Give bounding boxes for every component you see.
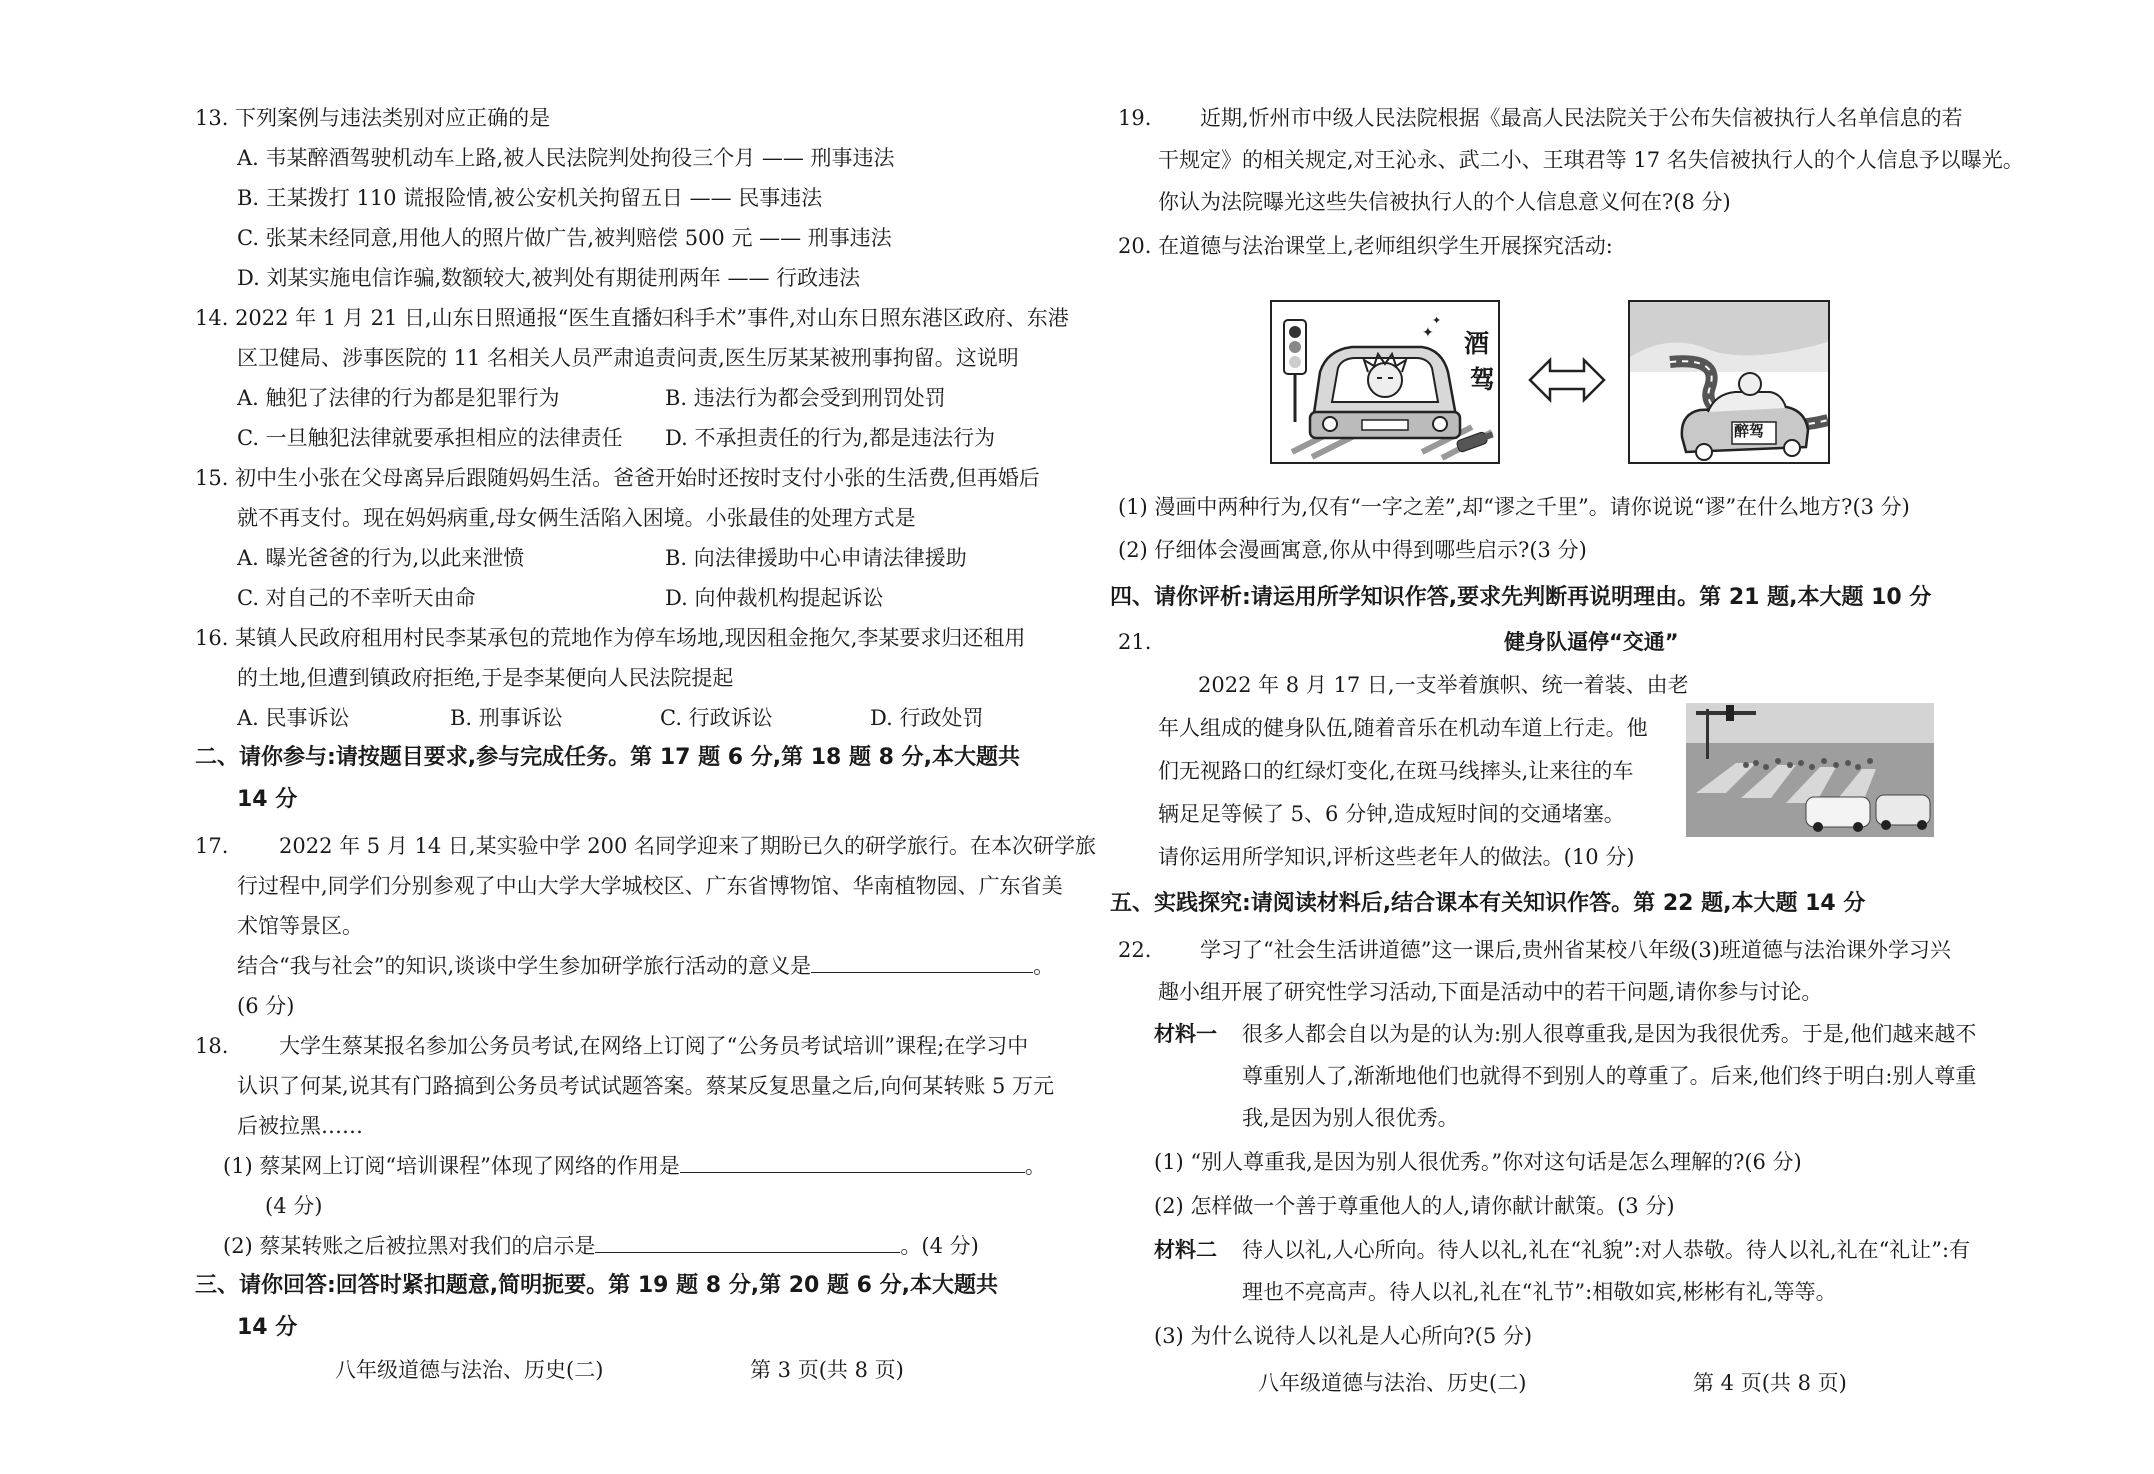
q21-traffic-photo-drawing xyxy=(1686,703,1934,837)
left-page xyxy=(195,0,1097,1474)
section-4-heading: 四、请你评析:请运用所学知识作答,要求先判断再说明理由。第 21 题,本大题 10 分 xyxy=(1110,585,1932,610)
q19-line2: 干规定》的相关规定,对王沁永、武二小、王琪君等 17 名失信被执行人的个人信息予以曝光。 xyxy=(1158,148,2024,172)
q14-option-b: B. 违法行为都会受到刑罚处罚 xyxy=(665,386,946,410)
q18-part2-text: (2) 蔡某转账之后被拉黑对我们的启示是 xyxy=(223,1234,596,1258)
q15-option-d: D. 向仲裁机构提起诉讼 xyxy=(665,586,884,610)
material-2-line1: 待人以礼,人心所向。待人以礼,礼在“礼貌”:对人恭敬。待人以礼,礼在“礼让”:有 xyxy=(1242,1238,1971,1262)
footer-page-number: 第 3 页(共 8 页) xyxy=(750,1358,904,1382)
cartoon-drunk-crash-drawing xyxy=(1630,302,1828,462)
material-2-label: 材料二 xyxy=(1154,1238,1217,1262)
section-2-heading: 二、请你参与:请按题目要求,参与完成任务。第 17 题 6 分,第 18 题 8 分,本大题共 xyxy=(195,745,1020,770)
q19-line1: 近期,忻州市中级人民法院根据《最高人民法院关于公布失信被执行人名单信息的若 xyxy=(1200,106,1963,130)
q18-line2: 认识了何某,说其有门路搞到公务员考试试题答案。蔡某反复思量之后,向何某转账 5 万元 xyxy=(237,1074,1055,1098)
q17-answer-blank[interactable] xyxy=(811,952,1033,973)
q14-stem-line2: 区卫健局、涉事医院的 11 名相关人员严肃追责问责,医生厉某某被刑事拘留。这说明 xyxy=(237,346,1019,370)
cartoon-label-jia: 驾 xyxy=(1470,365,1496,394)
section-3-heading: 三、请你回答:回答时紧扣题意,简明扼要。第 19 题 8 分,第 20 题 6 分,本大题共 xyxy=(195,1273,998,1298)
q15-stem-line1: 15. 初中生小张在父母离异后跟随妈妈生活。爸爸开始时还按时支付小张的生活费,但再婚后 xyxy=(195,466,1040,490)
q18-part2 xyxy=(223,1231,979,1261)
q17-line2: 行过程中,同学们分别参观了中山大学大学城校区、广东省博物馆、华南植物园、广东省美 xyxy=(237,874,1063,898)
q21-line1: 2022 年 8 月 17 日,一支举着旗帜、统一着装、由老 xyxy=(1198,673,1689,697)
q14-stem-line1: 14. 2022 年 1 月 21 日,山东日照通报“医生直播妇科手术”事件,对山东日照东港区政府、东港 xyxy=(195,306,1069,330)
q18-part1 xyxy=(223,1151,1046,1181)
q22-number: 22. xyxy=(1118,938,1152,962)
cartoon-drunk-crash xyxy=(1628,300,1830,464)
q22-part3: (3) 为什么说待人以礼是人心所向?(5 分) xyxy=(1154,1324,1533,1348)
q17-prompt-end: 。 xyxy=(1033,954,1055,978)
material-1-line3: 我,是因为别人很优秀。 xyxy=(1242,1106,1459,1130)
material-1-line2: 尊重别人了,渐渐地他们也就得不到别人的尊重了。后来,他们终于明白:别人尊重 xyxy=(1242,1064,1977,1088)
q16-stem-line2: 的土地,但遭到镇政府拒绝,于是李某便向人民法院提起 xyxy=(237,666,734,690)
section-2-heading-cont: 14 分 xyxy=(237,787,298,812)
cartoon-label-zuijia: 醉驾 xyxy=(1734,422,1765,440)
q17-score: (6 分) xyxy=(237,994,295,1018)
q15-option-a: A. 曝光爸爸的行为,以此来泄愤 xyxy=(237,546,525,570)
q21-question: 请你运用所学知识,评析这些老年人的做法。(10 分) xyxy=(1158,845,1635,869)
q13-option-d: D. 刘某实施电信诈骗,数额较大,被判处有期徒刑两年 —— 行政违法 xyxy=(237,266,861,290)
q14-option-d: D. 不承担责任的行为,都是违法行为 xyxy=(665,426,996,450)
q13-stem: 13. 下列案例与违法类别对应正确的是 xyxy=(195,106,551,130)
q15-option-b: B. 向法律援助中心申请法律援助 xyxy=(665,546,967,570)
q17-prompt xyxy=(237,951,1054,981)
q17-prompt-text: 结合“我与社会”的知识,谈谈中学生参加研学旅行活动的意义是 xyxy=(237,954,812,978)
q18-line1: 大学生蔡某报名参加公务员考试,在网络上订阅了“公务员考试培训”课程;在学习中 xyxy=(279,1034,1029,1058)
q22-line2: 趣小组开展了研究性学习活动,下面是活动中的若干问题,请你参与讨论。 xyxy=(1158,980,1823,1004)
q22-line1: 学习了“社会生活讲道德”这一课后,贵州省某校八年级(3)班道德与法治课外学习兴 xyxy=(1200,938,1951,962)
double-arrow-icon xyxy=(1528,355,1606,405)
material-1-label: 材料一 xyxy=(1154,1022,1217,1046)
q18-number: 18. xyxy=(195,1034,229,1058)
cartoon-drunk-driving xyxy=(1270,300,1500,464)
q13-option-a: A. 韦某醉酒驾驶机动车上路,被人民法院判处拘役三个月 —— 刑事违法 xyxy=(237,146,895,170)
q17-number: 17. xyxy=(195,834,229,858)
q16-option-c: C. 行政诉讼 xyxy=(660,706,773,730)
q18-part1-text: (1) 蔡某网上订阅“培训课程”体现了网络的作用是 xyxy=(223,1154,680,1178)
q22-part1: (1) “别人尊重我,是因为别人很优秀。”你对这句话是怎么理解的?(6 分) xyxy=(1154,1150,1802,1174)
q21-number: 21. xyxy=(1118,630,1152,654)
q16-option-b: B. 刑事诉讼 xyxy=(450,706,563,730)
q15-stem-line2: 就不再支付。现在妈妈病重,母女俩生活陷入困境。小张最佳的处理方式是 xyxy=(237,506,916,530)
q21-line3: 们无视路口的红绿灯变化,在斑马线摔头,让来往的车 xyxy=(1158,759,1634,783)
q17-line1: 2022 年 5 月 14 日,某实验中学 200 名同学迎来了期盼已久的研学旅行。在本次研学旅 xyxy=(279,834,1097,858)
q16-option-d: D. 行政处罚 xyxy=(870,706,984,730)
q19-number: 19. xyxy=(1118,106,1152,130)
q20-part2: (2) 仔细体会漫画寓意,你从中得到哪些启示?(3 分) xyxy=(1118,538,1587,562)
q19-line3: 你认为法院曝光这些失信被执行人的个人信息意义何在?(8 分) xyxy=(1158,190,1731,214)
q14-option-c: C. 一旦触犯法律就要承担相应的法律责任 xyxy=(237,426,623,450)
q21-line2: 年人组成的健身队伍,随着音乐在机动车道上行走。他 xyxy=(1158,716,1648,740)
svg-text:✦: ✦ xyxy=(1422,325,1434,341)
footer-subject: 八年级道德与法治、历史(二) xyxy=(1258,1371,1527,1395)
q14-option-a: A. 触犯了法律的行为都是犯罪行为 xyxy=(237,386,560,410)
q20-part1: (1) 漫画中两种行为,仅有“一字之差”,却“谬之千里”。请你说说“谬”在什么地方?(3 分) xyxy=(1118,495,1910,519)
footer-subject: 八年级道德与法治、历史(二) xyxy=(335,1358,604,1382)
cartoon-drunk-driving-drawing xyxy=(1272,302,1498,462)
q21-traffic-photo xyxy=(1686,703,1934,837)
right-page xyxy=(1110,0,2024,1474)
q13-option-c: C. 张某未经同意,用他人的照片做广告,被判赔偿 500 元 —— 刑事违法 xyxy=(237,226,892,250)
q16-stem-line1: 16. 某镇人民政府租用村民李某承包的荒地作为停车场地,现因租金拖欠,李某要求归还租用 xyxy=(195,626,1026,650)
section-5-heading: 五、实践探究:请阅读材料后,结合课本有关知识作答。第 22 题,本大题 14 分 xyxy=(1110,891,1866,916)
q18-part1-blank[interactable] xyxy=(680,1152,1025,1173)
cartoon-label-jiu: 酒 xyxy=(1464,329,1490,358)
q21-title: 健身队逼停“交通” xyxy=(1504,630,1679,654)
q20-stem: 20. 在道德与法治课堂上,老师组织学生开展探究活动: xyxy=(1118,234,1613,258)
q18-part1-score: (4 分) xyxy=(265,1194,323,1218)
svg-text:✦: ✦ xyxy=(1432,314,1442,327)
section-3-heading-cont: 14 分 xyxy=(237,1315,298,1340)
q15-option-c: C. 对自己的不幸听天由命 xyxy=(237,586,476,610)
q13-option-b: B. 王某拨打 110 谎报险情,被公安机关拘留五日 —— 民事违法 xyxy=(237,186,823,210)
q18-line3: 后被拉黑…… xyxy=(237,1114,363,1138)
q21-line4: 辆足足等候了 5、6 分钟,造成短时间的交通堵塞。 xyxy=(1158,802,1625,826)
q16-option-a: A. 民事诉讼 xyxy=(237,706,350,730)
material-1-line1: 很多人都会自以为是的认为:别人很尊重我,是因为我很优秀。于是,他们越来越不 xyxy=(1242,1022,1977,1046)
material-2-line2: 理也不亮高声。待人以礼,礼在“礼节”:相敬如宾,彬彬有礼,等等。 xyxy=(1242,1280,1837,1304)
q18-part1-end: 。 xyxy=(1024,1154,1046,1178)
q17-line3: 术馆等景区。 xyxy=(237,914,363,938)
footer-page-number: 第 4 页(共 8 页) xyxy=(1693,1371,1847,1395)
q22-part2: (2) 怎样做一个善于尊重他人的人,请你献计献策。(3 分) xyxy=(1154,1194,1675,1218)
q18-part2-blank[interactable] xyxy=(595,1232,900,1253)
q18-part2-end: 。(4 分) xyxy=(900,1234,979,1258)
